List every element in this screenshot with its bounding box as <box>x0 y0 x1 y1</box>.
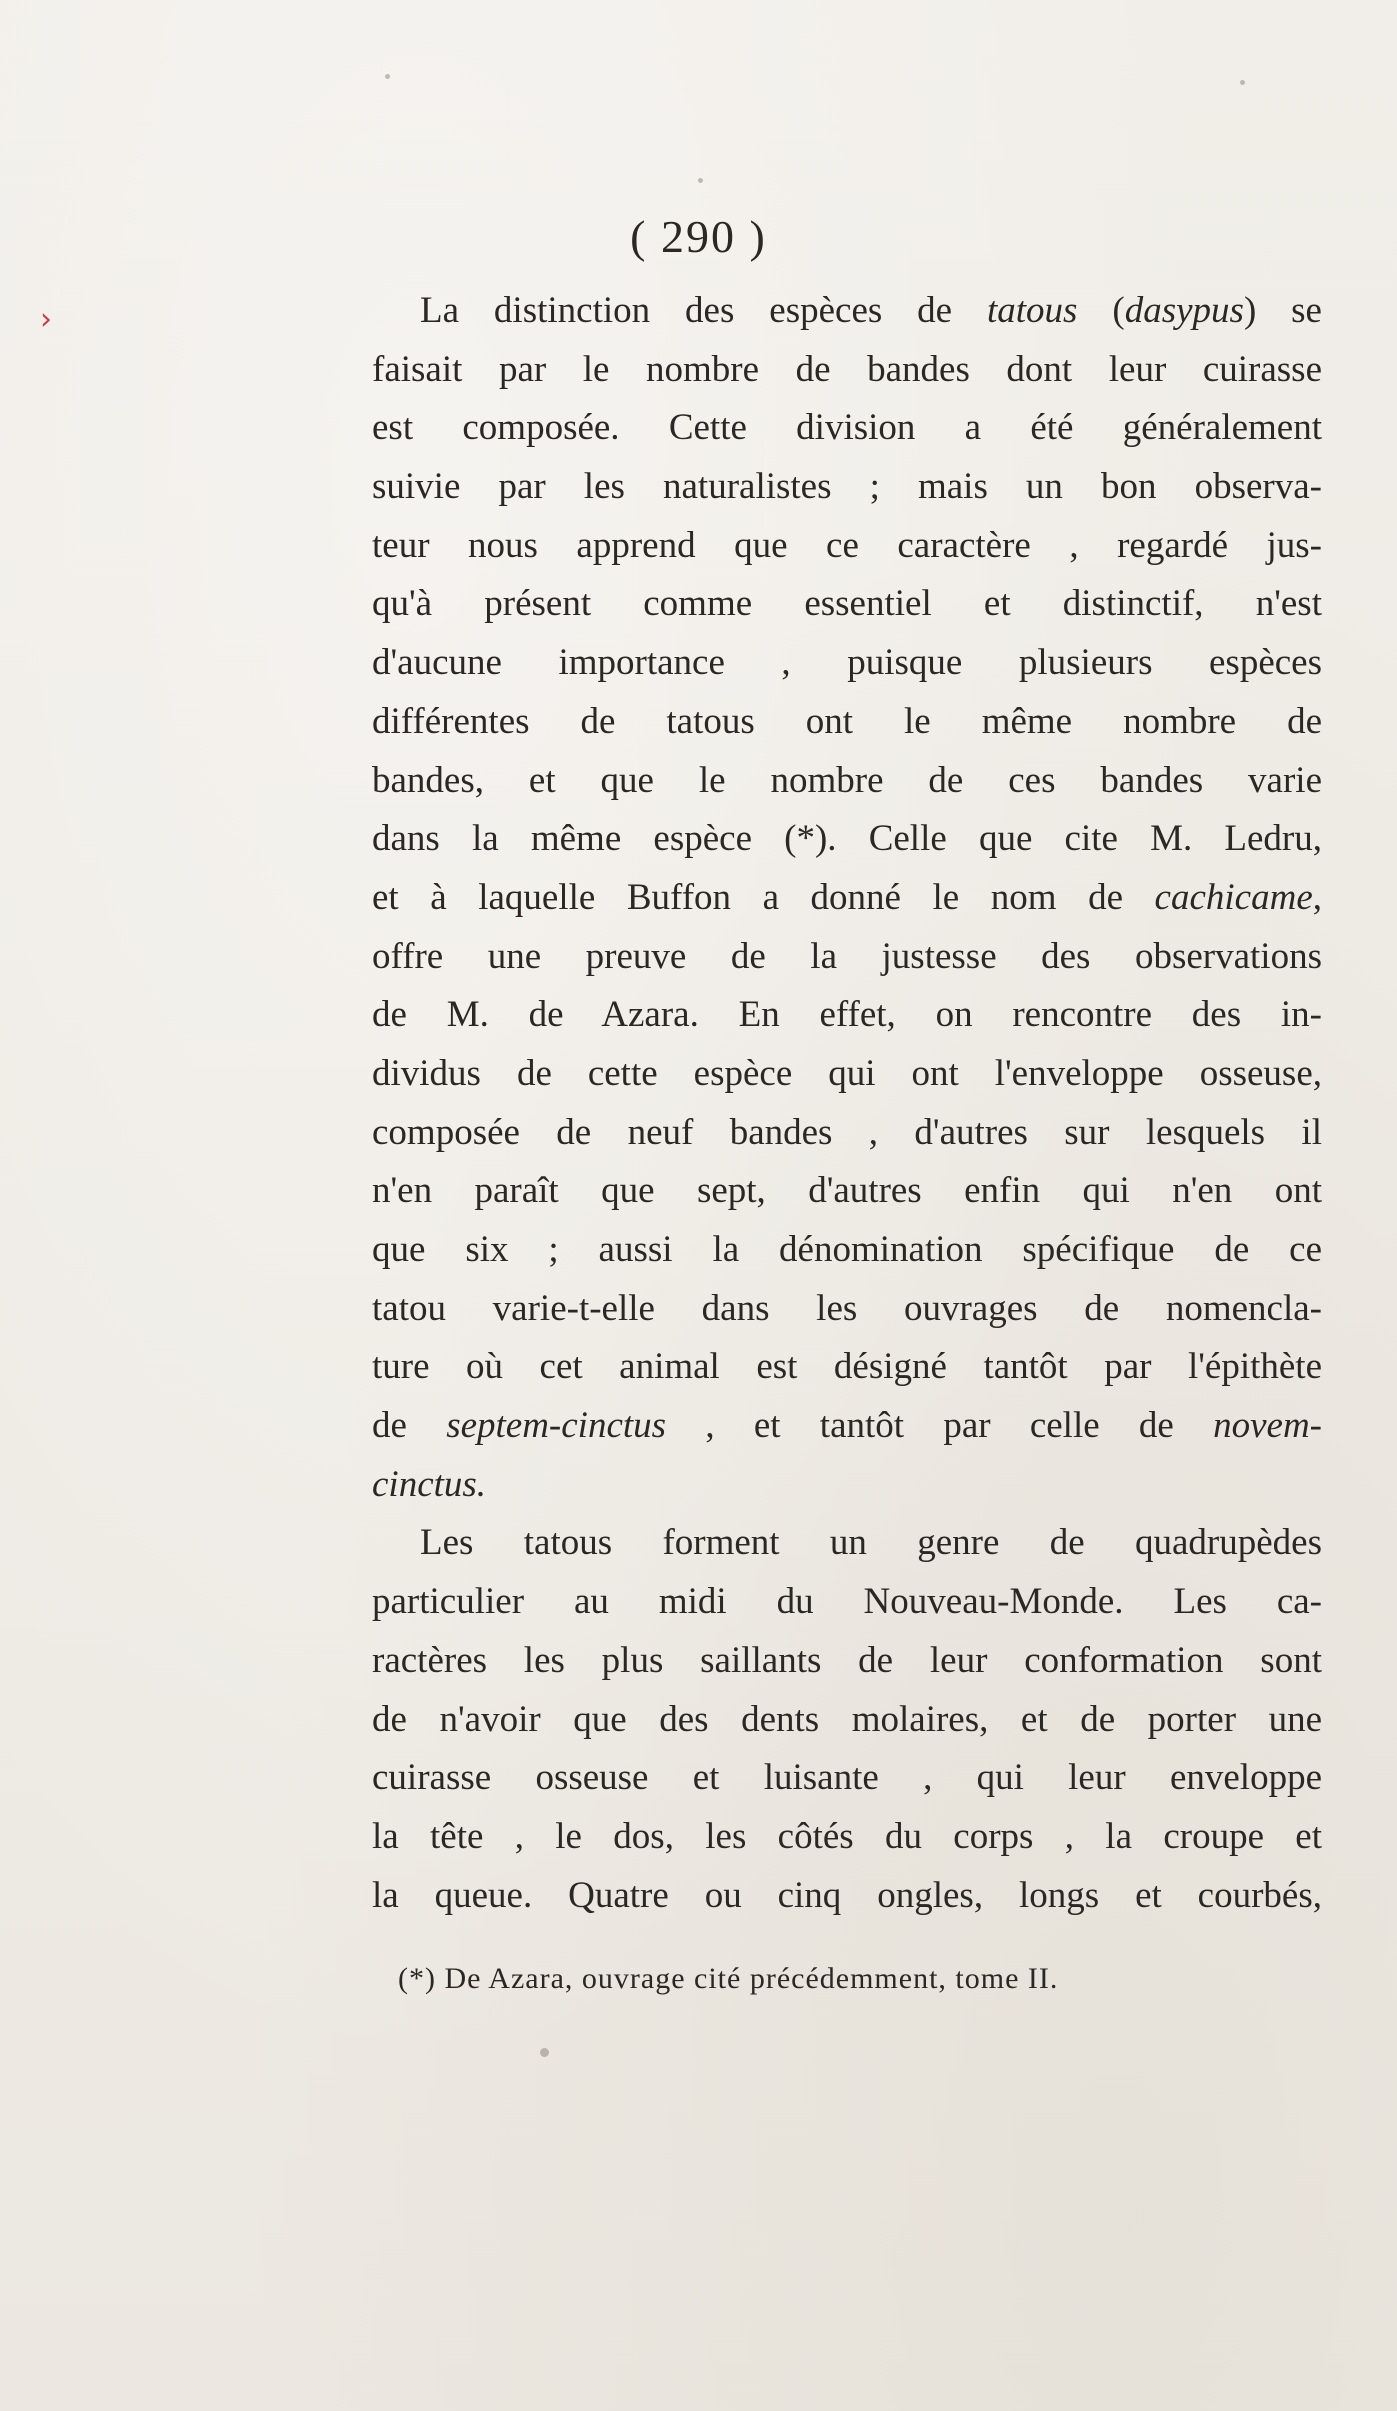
text-run: de M. de Azara. En effet, on rencontre des in- <box>372 994 1322 1036</box>
text-run: différentes de tatous ont le même nombre de <box>372 700 1322 742</box>
text-line <box>372 986 1322 1045</box>
text-line <box>372 1808 1322 1867</box>
body-text <box>372 282 1322 1925</box>
text-line <box>372 1456 1322 1515</box>
text-line <box>372 1221 1322 1280</box>
text-run: de n'avoir que des dents molaires, et de porter une <box>372 1698 1322 1740</box>
text-run: la queue. Quatre ou cinq ongles, longs et courbés, <box>372 1874 1322 1916</box>
paper-speck <box>1240 80 1245 85</box>
text-run: et à laquelle Buffon a donné le nom de <box>372 876 1155 918</box>
page-number: ( 290 ) <box>630 211 767 262</box>
text-run: que six ; aussi la dénomination spécifique de ce <box>372 1229 1322 1270</box>
text-line <box>372 1397 1322 1456</box>
text-line <box>372 1573 1322 1632</box>
text-run: , <box>1312 876 1322 918</box>
footnote: (*) De Azara, ouvrage cité précédemment, tome II. <box>398 1962 1059 1995</box>
text-run: offre une preuve de la justesse des observations <box>372 935 1322 977</box>
text-run: ) se <box>1243 290 1322 331</box>
italic-term: septem-cinctus <box>446 1405 667 1447</box>
text-line <box>372 1162 1322 1221</box>
text-run: est composée. Cette division a été généralement <box>372 407 1322 449</box>
text-run: bandes, et que le nombre de ces bandes varie <box>372 759 1322 801</box>
text-run: qu'à présent comme essentiel et distinctif, n'est <box>372 583 1322 625</box>
paper-speck <box>540 2048 549 2057</box>
text-line <box>372 1691 1322 1750</box>
text-line <box>372 458 1322 517</box>
text-run: ture où cet animal est désigné tantôt par l'épithète <box>372 1346 1322 1388</box>
text-line <box>372 1749 1322 1808</box>
text-line <box>372 810 1322 869</box>
italic-term: novem- <box>1213 1405 1322 1447</box>
text-run: d'aucune importance , puisque plusieurs espèces <box>372 642 1322 684</box>
text-run: ( <box>1077 290 1125 331</box>
text-line <box>372 869 1322 928</box>
text-run: , et tantôt par celle de <box>666 1405 1214 1447</box>
italic-term: dasypus <box>1124 290 1244 331</box>
text-line <box>372 752 1322 811</box>
italic-term: cinctus. <box>372 1463 487 1505</box>
text-run: faisait par le nombre de bandes dont leur cuirasse <box>372 348 1322 390</box>
text-run: La distinction des espèces de <box>420 290 987 331</box>
text-run: dans la même espèce (*). Celle que cite M. Ledru, <box>372 818 1322 860</box>
text-run: cuirasse osseuse et luisante , qui leur enveloppe <box>372 1757 1322 1799</box>
paper-speck <box>698 178 703 183</box>
text-line <box>372 282 1322 341</box>
text-line <box>372 693 1322 752</box>
text-line <box>372 1514 1322 1573</box>
text-line <box>372 1338 1322 1397</box>
text-run: teur nous apprend que ce caractère , regardé jus- <box>372 524 1322 566</box>
text-line <box>372 634 1322 693</box>
text-run: Les tatous forment un genre de quadrupèdes <box>420 1522 1322 1564</box>
text-run: la tête , le dos, les côtés du corps , la croupe et <box>372 1815 1322 1857</box>
text-run: particulier au midi du Nouveau-Monde. Les ca- <box>372 1581 1322 1623</box>
text-line <box>372 1104 1322 1163</box>
text-run: composée de neuf bandes , d'autres sur lesquels il <box>372 1111 1322 1153</box>
text-run: suivie par les naturalistes ; mais un bon observa- <box>372 466 1322 508</box>
text-line <box>372 1867 1322 1926</box>
text-line <box>372 575 1322 634</box>
text-line <box>372 1045 1322 1104</box>
margin-mark: › <box>40 302 52 337</box>
italic-term: cachicame <box>1154 876 1313 918</box>
text-line <box>372 1632 1322 1691</box>
text-line <box>372 1280 1322 1339</box>
text-run: ractères les plus saillants de leur conformation sont <box>372 1639 1322 1681</box>
text-line <box>372 341 1322 400</box>
text-run: tatou varie-t-elle dans les ouvrages de nomencla- <box>372 1287 1322 1329</box>
paper-speck <box>385 74 390 79</box>
text-line <box>372 399 1322 458</box>
text-run: dividus de cette espèce qui ont l'enveloppe osseuse, <box>372 1052 1322 1094</box>
text-line <box>372 928 1322 987</box>
text-run: n'en paraît que sept, d'autres enfin qui n'en ont <box>372 1170 1322 1212</box>
text-line <box>372 517 1322 576</box>
text-run: de <box>372 1405 447 1447</box>
italic-term: tatous <box>987 290 1078 331</box>
